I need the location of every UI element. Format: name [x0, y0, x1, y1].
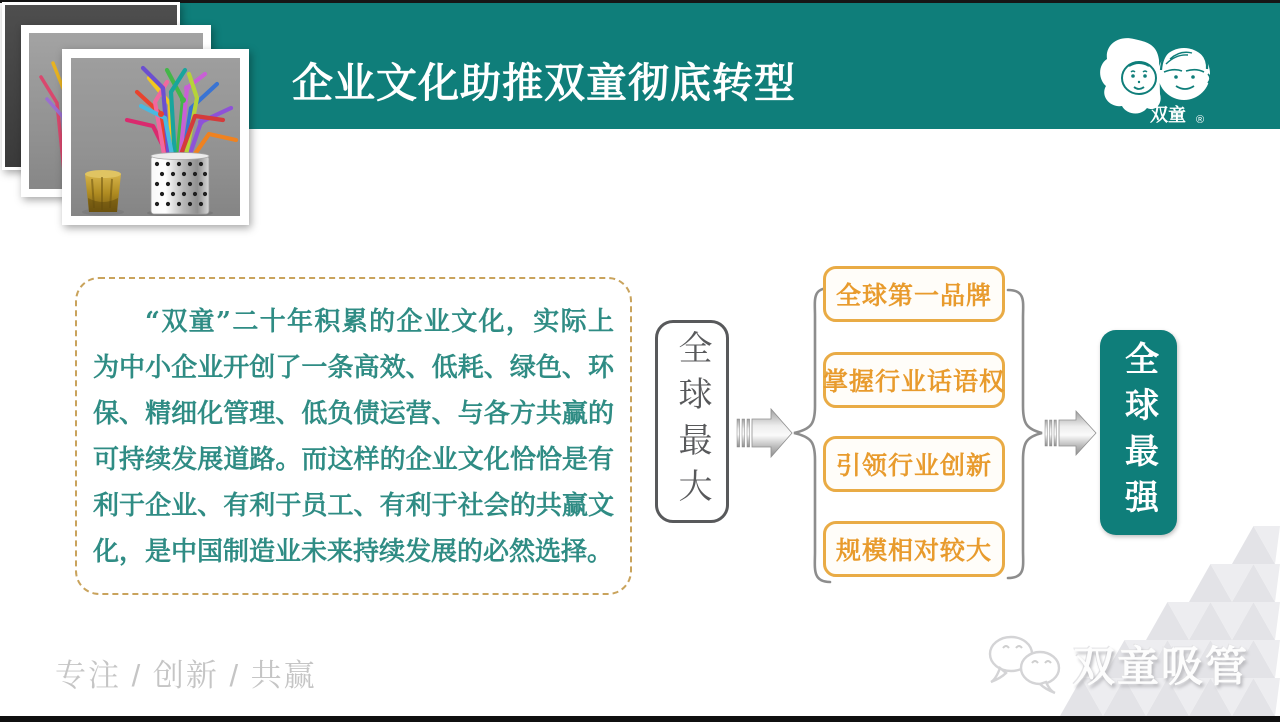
right-brace-icon	[1002, 288, 1046, 580]
watermark	[985, 622, 1265, 702]
registered-mark: ®	[1196, 114, 1205, 126]
diagram-item-box	[823, 521, 1005, 577]
diagram-result-label: 全球最强	[1118, 340, 1159, 525]
diagram-item-label: 掌握行业话语权	[823, 368, 1006, 396]
photo-straws	[62, 49, 249, 225]
chat-bubbles-icon	[985, 630, 1071, 698]
watermark-text: 双童吸管	[1073, 643, 1250, 690]
right-arrow-icon	[1044, 408, 1098, 458]
page-title: 企业文化助推双童彻底转型	[292, 60, 796, 106]
brand-name-text: 双童	[1150, 105, 1186, 125]
bottom-window-bar	[0, 716, 1280, 722]
diagram-item-box	[823, 352, 1005, 408]
diagram-item-label: 全球第一品牌	[835, 282, 992, 310]
diagram-result-box	[1100, 330, 1177, 535]
brand-logo-icon	[1096, 34, 1236, 126]
diagram-item-box	[823, 266, 1005, 322]
diagram-item-label: 引领行业创新	[835, 452, 992, 480]
footer-tagline: 专注 / 创新 / 共赢	[55, 658, 317, 693]
quote-text: “双童”二十年积累的企业文化，实际上为中小企业开创了一条高效、低耗、绿色、环保、精细化管理、低负债运营、与各方共赢的可持续发展道路。而这样的企业文化恰恰是有利于企业、有利于员工、有利于社会的共赢文化，是中国制造业未来持续发展的必然选择。	[93, 307, 614, 567]
diagram-item-box	[823, 436, 1005, 492]
diagram-item-label: 规模相对较大	[835, 537, 992, 565]
diagram-source-box	[655, 320, 729, 523]
quote-box	[75, 277, 632, 595]
diagram-source-label: 全球最大	[672, 329, 712, 514]
